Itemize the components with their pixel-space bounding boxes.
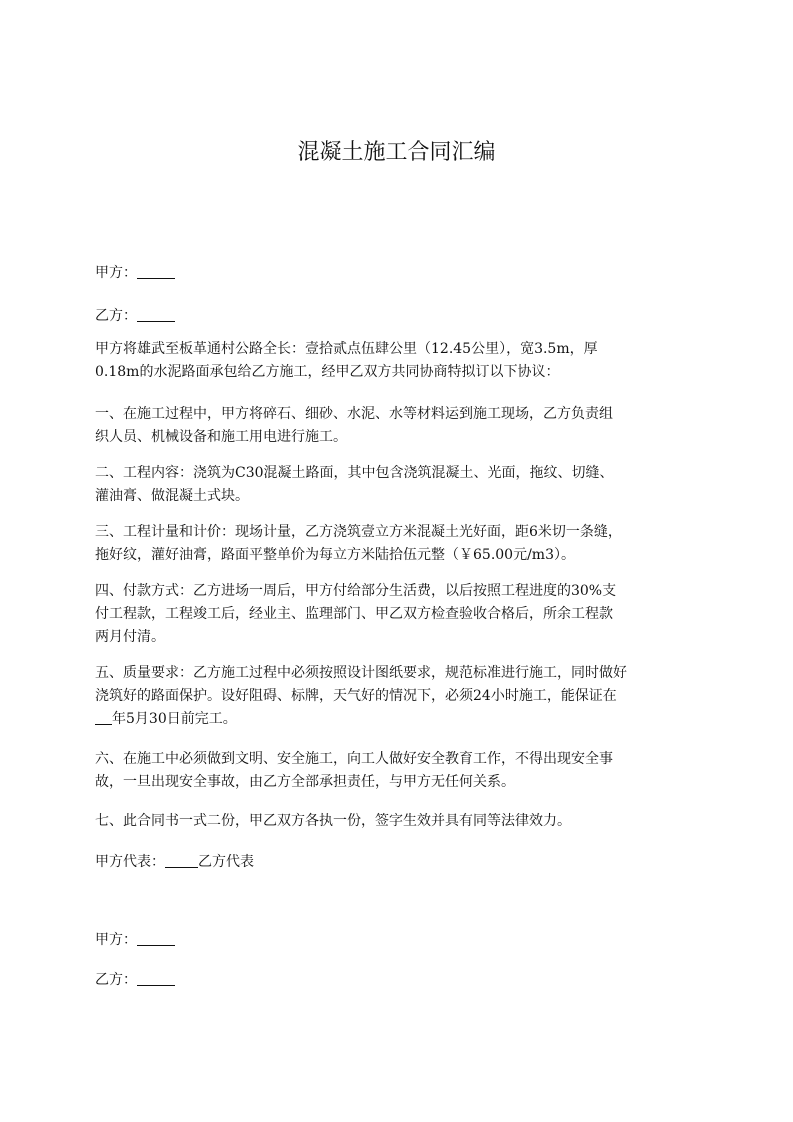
representatives-line — [95, 851, 254, 874]
clause-1-line: 一、在施工过程中，甲方将碎石、细砂、水泥、水等材料运到施工现场，乙方负责组 — [95, 406, 613, 422]
party-a-label: 甲方： — [95, 265, 137, 281]
rep-a-label: 甲方代表： — [95, 854, 165, 870]
party-b-label: 乙方： — [95, 308, 137, 324]
footer-party-b-label: 乙方： — [95, 972, 137, 988]
party-b-line — [95, 305, 175, 328]
clause-4-line: 四、付款方式：乙方进场一周后，甲方付给部分生活费，以后按照工程进度的30%支 — [95, 583, 617, 599]
clause-5-line: 浇筑好的路面保护。设好阻碍、标牌，天气好的情况下，必须24小时施工，能保证在 — [95, 688, 617, 704]
clause-3-line: 三、工程计量和计价：现场计量，乙方浇筑壹立方米混凝土光好面，距6米切一条缝， — [95, 524, 622, 540]
rep-b-label: 乙方代表 — [198, 854, 254, 870]
rep-a-blank — [165, 853, 198, 868]
party-a-line — [95, 262, 175, 285]
clause-5-line: 五、质量要求：乙方施工过程中必须按照设计图纸要求，规范标准进行施工，同时做好 — [95, 665, 627, 681]
clause-5-line — [95, 708, 237, 731]
clause-4-line: 付工程款，工程竣工后，经业主、监理部门、甲乙双方检查验收合格后，所余工程款 — [95, 606, 613, 622]
footer-party-a-line — [95, 929, 175, 952]
clause-7-line: 七、此合同书一式二份，甲乙双方各执一份，签字生效并具有同等法律效力。 — [95, 813, 571, 829]
intro-line: 0.18m的水泥路面承包给乙方施工，经甲乙双方共同协商特拟订以下协议： — [95, 364, 560, 380]
footer-party-a-blank — [137, 931, 175, 946]
year-blank — [95, 710, 112, 725]
intro-line: 甲方将雄武至板革通村公路全长：壹拾贰点伍肆公里（12.45公里），宽3.5m，厚 — [95, 341, 598, 357]
party-b-blank — [137, 307, 175, 322]
clause-2-line: 二、工程内容：浇筑为C30混凝土路面，其中包含浇筑混凝土、光面，拖纹、切缝、 — [95, 465, 614, 481]
clause-4-line: 两月付清。 — [95, 629, 165, 645]
footer-party-b-blank — [137, 971, 175, 986]
clause-6-line: 六、在施工中必须做到文明、安全施工，向工人做好安全教育工作，不得出现安全事 — [95, 751, 613, 767]
clause-3-line: 拖好纹，灌好油膏，路面平整单价为每立方米陆拾伍元整（￥65.00元/m3）。 — [95, 547, 575, 563]
clause-5-text: 年5月30日前完工。 — [112, 711, 237, 727]
clause-6-line: 故，一旦出现安全事故，由乙方全部承担责任，与甲方无任何关系。 — [95, 774, 515, 790]
clause-1-line: 织人员、机械设备和施工用电进行施工。 — [95, 429, 347, 445]
footer-party-a-label: 甲方： — [95, 932, 137, 948]
clause-2-line: 灌油膏、做混凝土式块。 — [95, 488, 249, 504]
party-a-blank — [137, 264, 175, 279]
document-title: 混凝土施工合同汇编 — [297, 140, 496, 165]
footer-party-b-line — [95, 969, 175, 992]
